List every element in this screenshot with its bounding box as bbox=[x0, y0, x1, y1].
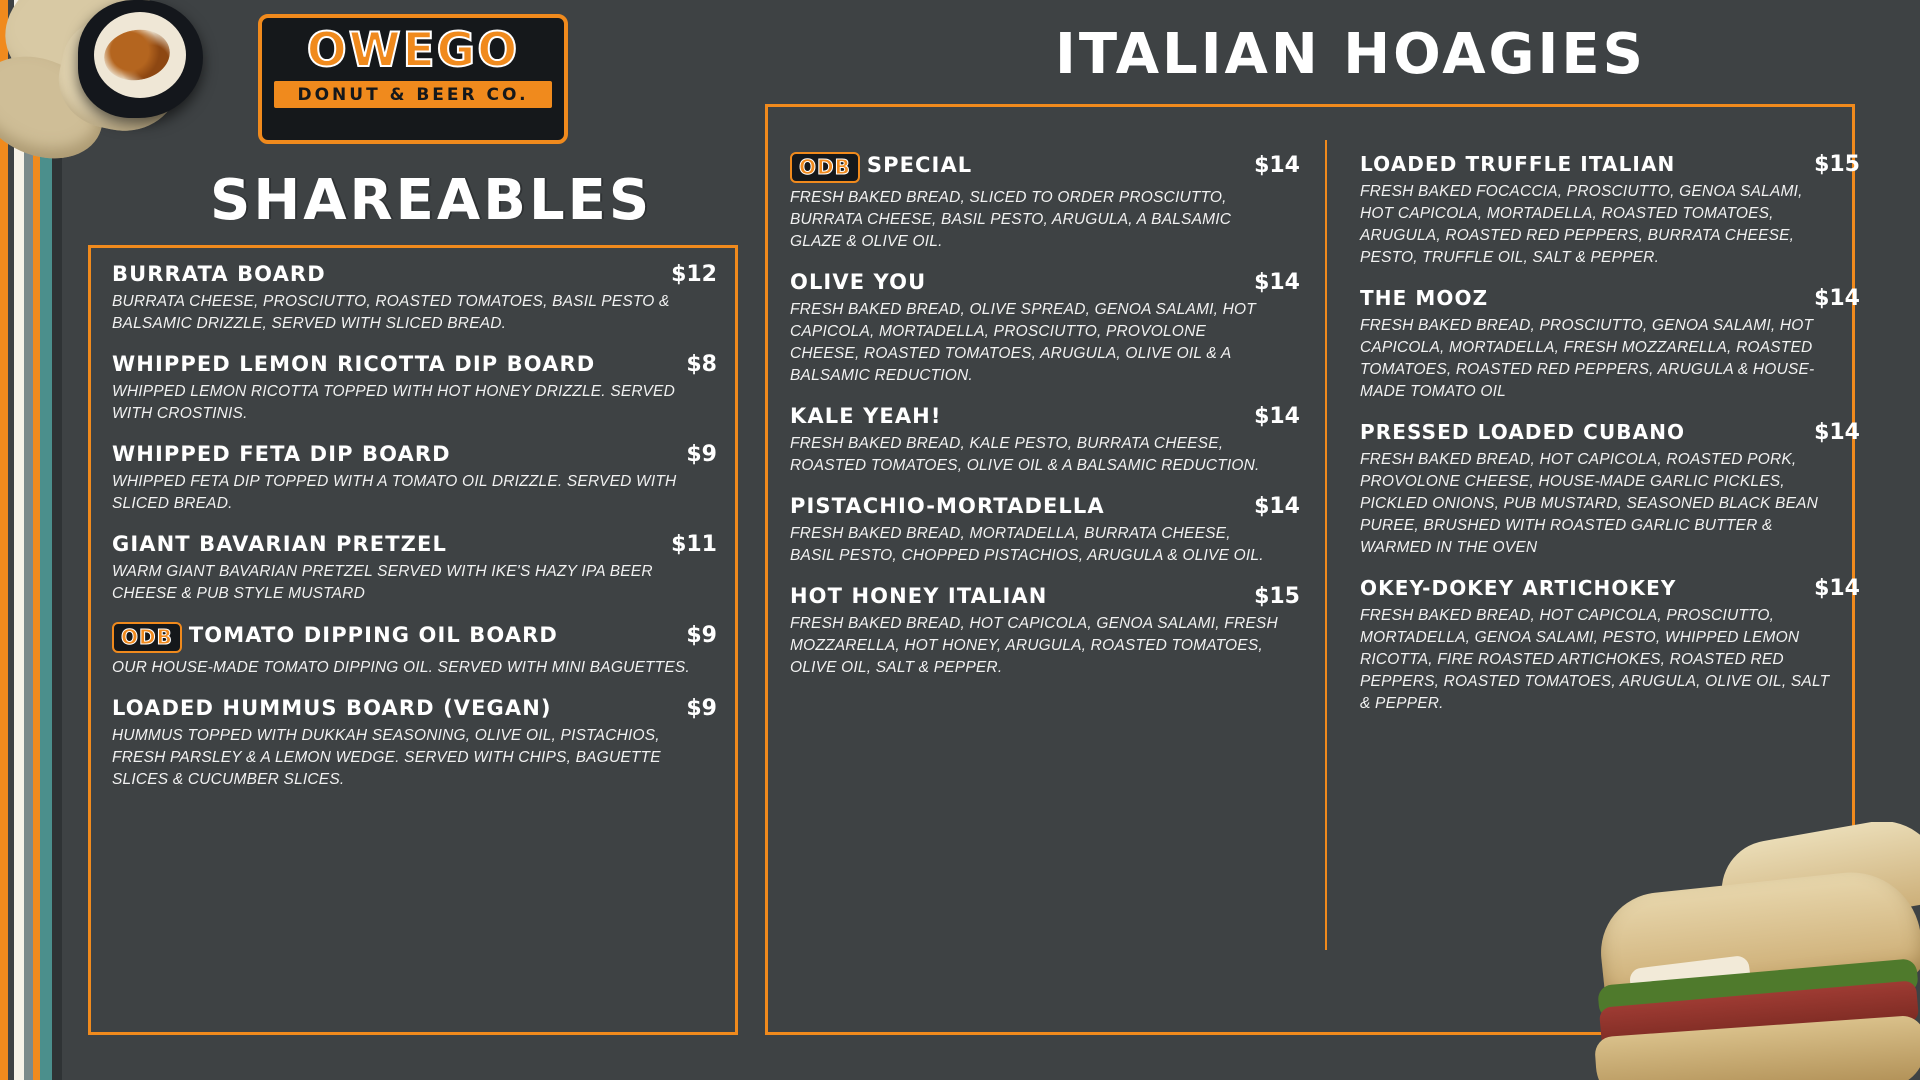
menu-item-price: $14 bbox=[1254, 270, 1300, 295]
menu-item-price: $9 bbox=[686, 696, 717, 721]
menu-item-name-wrap bbox=[1360, 286, 1498, 310]
menu-item bbox=[1360, 576, 1860, 715]
menu-item-name: TOMATO DIPPING OIL BOARD bbox=[188, 623, 558, 647]
menu-item-name: PRESSED LOADED CUBANO bbox=[1360, 420, 1686, 444]
menu-item-description: FRESH BAKED BREAD, HOT CAPICOLA, PROSCIUTTO, MORTADELLA, GENOA SALAMI, PESTO, WHIPPED LEMON RICOTTA, FIRE ROASTED ARTICHOKES, ROASTED RED PEPPERS, ROASTED TOMATOES, ARUGULA, OLIVE OIL, SALT & PEPPER. bbox=[1360, 607, 1830, 712]
menu-item-description: FRESH BAKED BREAD, PROSCIUTTO, GENOA SALAMI, HOT CAPICOLA, MORTADELLA, FRESH MOZZARELLA, ROASTED TOMATOES, ROASTED RED PEPPERS, ARUGULA & HOUSE-MADE TOMATO OIL bbox=[1360, 317, 1815, 400]
menu-item bbox=[112, 352, 717, 425]
hoagies-column-divider bbox=[1325, 140, 1327, 950]
menu-item-price: $11 bbox=[671, 532, 717, 557]
menu-item-name: HOT HONEY ITALIAN bbox=[790, 584, 1048, 608]
menu-item-description: FRESH BAKED BREAD, HOT CAPICOLA, GENOA SALAMI, FRESH MOZZARELLA, HOT HONEY, ARUGULA, ROASTED TOMATOES, OLIVE OIL, SALT & PEPPER. bbox=[790, 615, 1278, 676]
menu-item-name-wrap bbox=[112, 696, 562, 720]
menu-item-price: $9 bbox=[686, 442, 717, 467]
menu-item bbox=[790, 404, 1300, 477]
menu-item-header bbox=[790, 404, 1300, 429]
menu-item-name-wrap bbox=[790, 494, 1115, 518]
menu-item-description: FRESH BAKED BREAD, SLICED TO ORDER PROSCIUTTO, BURRATA CHEESE, BASIL PESTO, ARUGULA, A BALSAMIC GLAZE & OLIVE OIL. bbox=[790, 189, 1232, 250]
hoagies-item-list-left bbox=[790, 152, 1300, 696]
menu-item bbox=[790, 152, 1300, 253]
odb-badge-icon: ODB bbox=[112, 622, 182, 653]
menu-item-description: FRESH BAKED BREAD, OLIVE SPREAD, GENOA SALAMI, HOT CAPICOLA, MORTADELLA, PROSCIUTTO, PROVOLONE CHEESE, ROASTED TOMATOES, ARUGULA, OLIVE OIL & A BALSAMIC REDUCTION. bbox=[790, 301, 1256, 384]
menu-item-price: $15 bbox=[1814, 152, 1860, 177]
menu-item bbox=[112, 622, 717, 679]
menu-item bbox=[112, 532, 717, 605]
odb-badge-icon: ODB bbox=[790, 152, 860, 183]
hoagies-item-list-right bbox=[1360, 152, 1860, 732]
menu-item-header bbox=[112, 262, 717, 287]
menu-item-header bbox=[112, 622, 717, 653]
menu-item-description: HUMMUS TOPPED WITH DUKKAH SEASONING, OLIVE OIL, PISTACHIOS, FRESH PARSLEY & A LEMON WEDGE. SERVED WITH CHIPS, BAGUETTE SLICES & CUCUMBER SLICES. bbox=[112, 727, 661, 788]
shareables-section-title: SHAREABLES bbox=[210, 168, 653, 233]
menu-item bbox=[1360, 152, 1860, 269]
menu-item-name: SPECIAL bbox=[866, 153, 973, 177]
menu-item-header bbox=[1360, 152, 1860, 177]
menu-item-description: OUR HOUSE-MADE TOMATO DIPPING OIL. SERVED WITH MINI BAGUETTES. bbox=[112, 659, 690, 676]
menu-item-description: WHIPPED LEMON RICOTTA TOPPED WITH HOT HONEY DRIZZLE. SERVED WITH CROSTINIS. bbox=[112, 383, 675, 422]
menu-item-header bbox=[112, 352, 717, 377]
menu-item bbox=[1360, 286, 1860, 403]
menu-item-price: $14 bbox=[1814, 286, 1860, 311]
menu-item-name-wrap bbox=[1360, 152, 1685, 176]
bread-and-dip-photo bbox=[0, 0, 270, 180]
hoagies-section-title: ITALIAN HOAGIES bbox=[1055, 22, 1646, 87]
menu-item-name: WHIPPED LEMON RICOTTA DIP BOARD bbox=[112, 352, 596, 376]
menu-item-description: FRESH BAKED BREAD, HOT CAPICOLA, ROASTED PORK, PROVOLONE CHEESE, HOUSE-MADE GARLIC PICKLES, PICKLED ONIONS, PUB MUSTARD, SEASONED BLACK BEAN PUREE, BRUSHED WITH ROASTED GARLIC BUTTER & WARMED IN THE OVEN bbox=[1360, 451, 1819, 556]
menu-item-name: BURRATA BOARD bbox=[112, 262, 326, 286]
menu-item-name-wrap bbox=[112, 622, 568, 653]
menu-item-description: WHIPPED FETA DIP TOPPED WITH A TOMATO OIL DRIZZLE. SERVED WITH SLICED BREAD. bbox=[112, 473, 677, 512]
menu-item-name: THE MOOZ bbox=[1360, 286, 1489, 310]
menu-item-price: $14 bbox=[1254, 494, 1300, 519]
menu-item-header bbox=[790, 152, 1300, 183]
menu-item-name: KALE YEAH! bbox=[790, 404, 942, 428]
brand-logo bbox=[258, 14, 568, 144]
menu-item bbox=[112, 696, 717, 791]
menu-item-header bbox=[112, 442, 717, 467]
menu-item-header bbox=[790, 584, 1300, 609]
menu-item-name-wrap bbox=[1360, 576, 1686, 600]
menu-item-description: FRESH BAKED BREAD, KALE PESTO, BURRATA CHEESE, ROASTED TOMATOES, OLIVE OIL & A BALSAMIC REDUCTION. bbox=[790, 435, 1260, 474]
menu-item bbox=[790, 494, 1300, 567]
menu-item-header bbox=[112, 696, 717, 721]
menu-item-name: LOADED HUMMUS BOARD (VEGAN) bbox=[112, 696, 552, 720]
menu-item-price: $8 bbox=[686, 352, 717, 377]
menu-item-name-wrap bbox=[790, 152, 982, 183]
menu-item-price: $15 bbox=[1254, 584, 1300, 609]
menu-item-header bbox=[1360, 286, 1860, 311]
menu-item-name-wrap bbox=[790, 404, 952, 428]
menu-item-header bbox=[790, 270, 1300, 295]
menu-item bbox=[1360, 420, 1860, 559]
menu-item-name: WHIPPED FETA DIP BOARD bbox=[112, 442, 451, 466]
menu-item bbox=[790, 584, 1300, 679]
menu-item-price: $14 bbox=[1254, 404, 1300, 429]
menu-item-name-wrap bbox=[112, 532, 457, 556]
menu-item-price: $14 bbox=[1254, 153, 1300, 178]
menu-item-name: PISTACHIO-MORTADELLA bbox=[790, 494, 1105, 518]
menu-item-name: GIANT BAVARIAN PRETZEL bbox=[112, 532, 447, 556]
menu-item-header bbox=[1360, 420, 1860, 445]
menu-item-price: $9 bbox=[686, 623, 717, 648]
hoagie-photo bbox=[1570, 822, 1920, 1080]
menu-item-name: LOADED TRUFFLE ITALIAN bbox=[1360, 152, 1676, 176]
menu-item-header bbox=[1360, 576, 1860, 601]
menu-item-name-wrap bbox=[112, 262, 336, 286]
menu-item-description: FRESH BAKED BREAD, MORTADELLA, BURRATA CHEESE, BASIL PESTO, CHOPPED PISTACHIOS, ARUGULA & OLIVE OIL. bbox=[790, 525, 1264, 564]
shareables-item-list bbox=[112, 262, 717, 808]
menu-item-description: BURRATA CHEESE, PROSCIUTTO, ROASTED TOMATOES, BASIL PESTO & BALSAMIC DRIZZLE, SERVED WITH SLICED BREAD. bbox=[112, 293, 670, 332]
menu-item-price: $14 bbox=[1814, 576, 1860, 601]
menu-item-name: OKEY-DOKEY ARTICHOKEY bbox=[1360, 576, 1677, 600]
menu-item bbox=[112, 442, 717, 515]
brand-name: OWEGO bbox=[306, 23, 520, 78]
menu-item-description: FRESH BAKED FOCACCIA, PROSCIUTTO, GENOA SALAMI, HOT CAPICOLA, MORTADELLA, ROASTED TOMATOES, ARUGULA, ROASTED RED PEPPERS, BURRATA CHEESE, PESTO, TRUFFLE OIL, SALT & PEPPER. bbox=[1360, 183, 1803, 266]
menu-item bbox=[112, 262, 717, 335]
menu-item bbox=[790, 270, 1300, 387]
menu-item-name: OLIVE YOU bbox=[790, 270, 927, 294]
menu-item-header bbox=[112, 532, 717, 557]
menu-item-name-wrap bbox=[790, 584, 1057, 608]
menu-item-name-wrap bbox=[112, 352, 605, 376]
menu-item-description: WARM GIANT BAVARIAN PRETZEL SERVED WITH IKE'S HAZY IPA BEER CHEESE & PUB STYLE MUSTARD bbox=[112, 563, 653, 602]
menu-item-name-wrap bbox=[790, 270, 936, 294]
menu-item-price: $12 bbox=[671, 262, 717, 287]
menu-item-price: $14 bbox=[1814, 420, 1860, 445]
menu-item-name-wrap bbox=[112, 442, 461, 466]
menu-item-header bbox=[790, 494, 1300, 519]
brand-tagline: DONUT & BEER CO. bbox=[274, 81, 552, 108]
menu-item-name-wrap bbox=[1360, 420, 1695, 444]
